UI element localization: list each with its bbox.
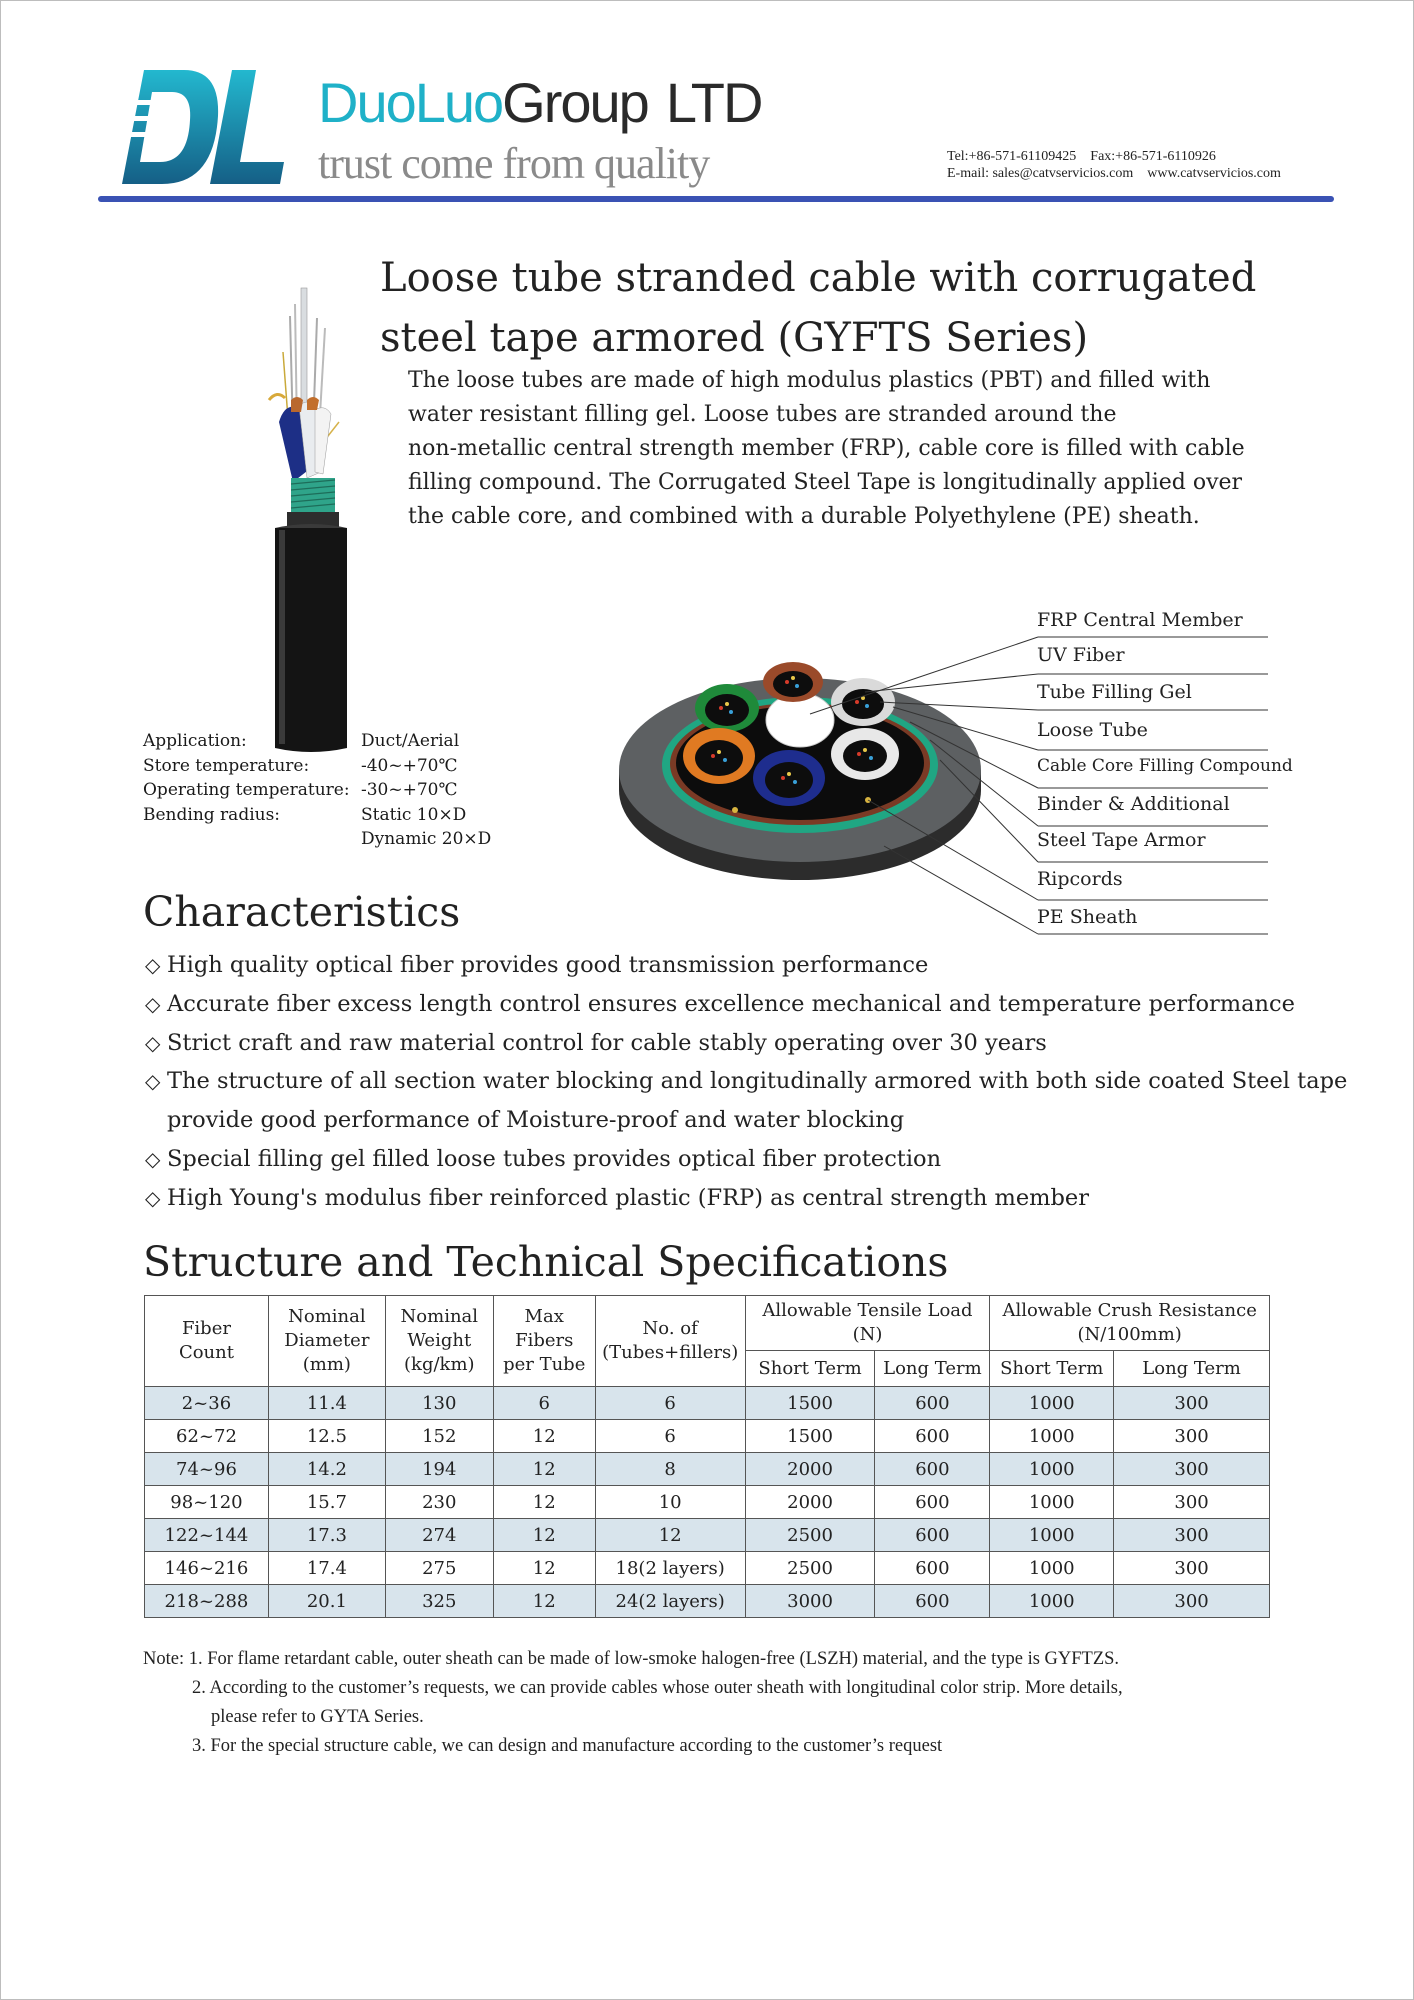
cell-tensile-long: 600 <box>875 1387 990 1420</box>
header-nominal-weight: Nominal Weight (kg/km) <box>385 1296 493 1387</box>
cable-cross-section <box>615 650 985 900</box>
company-logo <box>122 64 290 190</box>
cell-tubes: 6 <box>595 1387 745 1420</box>
label-pe-sheath: PE Sheath <box>1037 906 1138 928</box>
list-item-text: Strict craft and raw material control for cable stably operating over 30 years <box>167 1029 1047 1056</box>
cell-tubes: 12 <box>595 1519 745 1552</box>
label-ripcords: Ripcords <box>1037 868 1123 890</box>
cell-tensile-short: 2000 <box>745 1486 875 1519</box>
list-item <box>145 1179 1385 1218</box>
cell-tubes: 8 <box>595 1453 745 1486</box>
fax-number: Fax:+86-571-6110926 <box>1090 149 1216 164</box>
cell-max-fibers: 12 <box>493 1552 595 1585</box>
cell-weight: 194 <box>385 1453 493 1486</box>
diamond-bullet-icon: ◇ <box>145 1030 161 1055</box>
spec-label: Operating temperature: <box>143 780 350 800</box>
cell-tensile-long: 600 <box>875 1585 990 1618</box>
header-tensile-load: Allowable Tensile Load (N) <box>745 1296 990 1351</box>
loose-tube-blue <box>753 750 825 806</box>
cell-tensile-short: 2500 <box>745 1552 875 1585</box>
loose-tube-white-right <box>831 678 895 726</box>
table-row <box>145 1420 1270 1453</box>
phone-number: Tel:+86-571-61109425 <box>947 149 1077 164</box>
cell-weight: 274 <box>385 1519 493 1552</box>
label-cable-core-filling-compound: Cable Core Filling Compound <box>1037 756 1293 776</box>
loose-tube-brown <box>763 662 823 702</box>
characteristics-heading: Characteristics <box>143 888 461 936</box>
list-item <box>145 946 1385 985</box>
cell-tensile-short: 1500 <box>745 1420 875 1453</box>
cell-tensile-short: 2500 <box>745 1519 875 1552</box>
label-tube-filling-gel: Tube Filling Gel <box>1037 681 1192 703</box>
list-item-text: provide good performance of Moisture-proof and water blocking <box>167 1107 905 1134</box>
diamond-bullet-icon: ◇ <box>145 953 161 977</box>
list-item-continuation <box>145 1101 1385 1140</box>
note-1: Note: 1. For flame retardant cable, outer sheath can be made of low-smoke halogen-free (LSZH) material, and the type is GYFTZS. <box>143 1649 1120 1669</box>
label-binder-additional: Binder & Additional <box>1037 793 1230 815</box>
table-row <box>145 1387 1270 1420</box>
spec-label: Bending radius: <box>143 804 281 825</box>
table-row <box>145 1552 1270 1585</box>
cell-crush-short: 1000 <box>990 1387 1114 1420</box>
specifications-heading: Structure and Technical Specifications <box>143 1238 949 1286</box>
cell-fiber-count: 62~72 <box>145 1420 269 1453</box>
label-loose-tube: Loose Tube <box>1037 719 1148 741</box>
cell-fiber-count: 218~288 <box>145 1585 269 1618</box>
table-row <box>145 1453 1270 1486</box>
cell-crush-short: 1000 <box>990 1519 1114 1552</box>
spec-value: Static 10×D <box>361 804 467 825</box>
cell-tensile-long: 600 <box>875 1519 990 1552</box>
title-line-2: steel tape armored (GYFTS Series) <box>380 315 1089 361</box>
list-item <box>145 1024 1385 1063</box>
cell-weight: 230 <box>385 1486 493 1519</box>
label-steel-tape-armor: Steel Tape Armor <box>1037 829 1206 851</box>
list-item-text: High Young's modulus fiber reinforced plastic (FRP) as central strength member <box>167 1184 1089 1211</box>
note-3: 3. For the special structure cable, we can design and manufacture according to the customer’s request <box>192 1736 943 1756</box>
cell-crush-long: 300 <box>1114 1486 1270 1519</box>
diamond-bullet-icon: ◇ <box>145 1069 161 1094</box>
cell-tensile-short: 2000 <box>745 1453 875 1486</box>
cell-crush-short: 1000 <box>990 1585 1114 1618</box>
cell-fiber-count: 122~144 <box>145 1519 269 1552</box>
cell-diameter: 17.4 <box>268 1552 385 1585</box>
cell-max-fibers: 12 <box>493 1453 595 1486</box>
cell-fiber-count: 98~120 <box>145 1486 269 1519</box>
cell-crush-short: 1000 <box>990 1420 1114 1453</box>
table-row <box>145 1486 1270 1519</box>
cell-tensile-long: 600 <box>875 1486 990 1519</box>
header-divider <box>98 196 1334 202</box>
spec-label: Store temperature: <box>143 755 310 776</box>
header-fiber-count: Fiber Count <box>145 1296 269 1387</box>
intro-line: the cable core, and combined with a durable Polyethylene (PE) sheath. <box>408 504 1200 529</box>
cable-illustration <box>255 282 365 752</box>
cell-crush-long: 300 <box>1114 1519 1270 1552</box>
cell-crush-short: 1000 <box>990 1552 1114 1585</box>
cell-diameter: 15.7 <box>268 1486 385 1519</box>
list-item-text: High quality optical fiber provides good transmission performance <box>167 952 929 978</box>
product-description <box>408 364 1338 534</box>
company-name <box>318 70 761 135</box>
spec-value: Duct/Aerial <box>361 731 460 751</box>
spec-label <box>143 827 361 852</box>
spec-value: -30~+70℃ <box>361 780 458 800</box>
list-item-text: The structure of all section water blocking and longitudinally armored with both side coated Steel tape <box>167 1068 1348 1095</box>
cell-tensile-long: 600 <box>875 1453 990 1486</box>
diamond-bullet-icon: ◇ <box>145 1146 161 1171</box>
cell-tubes: 6 <box>595 1420 745 1453</box>
application-specs <box>143 729 491 852</box>
cell-tubes: 24(2 layers) <box>595 1585 745 1618</box>
cell-weight: 152 <box>385 1420 493 1453</box>
product-title <box>380 248 1340 368</box>
intro-line: The loose tubes are made of high modulus plastics (PBT) and filled with <box>408 368 1211 393</box>
note-2-continued: please refer to GYTA Series. <box>211 1707 424 1727</box>
cell-weight: 275 <box>385 1552 493 1585</box>
table-row <box>145 1519 1270 1552</box>
cell-fiber-count: 146~216 <box>145 1552 269 1585</box>
cell-crush-long: 300 <box>1114 1453 1270 1486</box>
cell-crush-long: 300 <box>1114 1420 1270 1453</box>
cell-tubes: 18(2 layers) <box>595 1552 745 1585</box>
cell-diameter: 12.5 <box>268 1420 385 1453</box>
header-tensile-long-term: Long Term <box>875 1351 990 1387</box>
tagline: trust come from quality <box>318 139 710 188</box>
loose-tube-orange <box>683 728 755 784</box>
header-tubes: No. of (Tubes+fillers) <box>595 1296 745 1387</box>
specifications-table <box>144 1295 1270 1618</box>
brand-part-1: DuoLuo <box>318 71 503 134</box>
header-crush-long-term: Long Term <box>1114 1351 1270 1387</box>
brand-part-2: Group <box>502 71 648 134</box>
intro-line: non-metallic central strength member (FRP), cable core is filled with cable <box>408 436 1245 461</box>
notes-section <box>143 1645 1293 1761</box>
loose-tube-green <box>695 684 759 732</box>
diamond-bullet-icon: ◇ <box>145 1185 161 1210</box>
contact-info <box>947 148 1295 182</box>
table-row <box>145 1585 1270 1618</box>
cell-max-fibers: 12 <box>493 1519 595 1552</box>
diamond-bullet-icon: ◇ <box>145 991 161 1016</box>
brand-part-3: LTD <box>665 71 762 134</box>
spec-value: -40~+70℃ <box>361 755 458 776</box>
cell-tensile-short: 1500 <box>745 1387 875 1420</box>
cell-max-fibers: 12 <box>493 1420 595 1453</box>
header-max-fibers: Max Fibers per Tube <box>493 1296 595 1387</box>
cell-crush-long: 300 <box>1114 1552 1270 1585</box>
title-line-1: Loose tube stranded cable with corrugated <box>380 255 1257 301</box>
cell-diameter: 14.2 <box>268 1453 385 1486</box>
cell-diameter: 11.4 <box>268 1387 385 1420</box>
cell-max-fibers: 12 <box>493 1486 595 1519</box>
cell-tubes: 10 <box>595 1486 745 1519</box>
loose-tube-white-lower <box>831 728 899 780</box>
list-item <box>145 985 1385 1024</box>
website-url: www.catvservicios.com <box>1147 166 1281 181</box>
header-nominal-diameter: Nominal Diameter (mm) <box>268 1296 385 1387</box>
list-item-text: Accurate fiber excess length control ensures excellence mechanical and temperature performance <box>167 990 1295 1017</box>
cell-tensile-long: 600 <box>875 1552 990 1585</box>
cell-weight: 325 <box>385 1585 493 1618</box>
cell-crush-short: 1000 <box>990 1486 1114 1519</box>
cell-diameter: 20.1 <box>268 1585 385 1618</box>
header-crush-short-term: Short Term <box>990 1351 1114 1387</box>
spec-value: Dynamic 20×D <box>361 829 492 849</box>
cell-weight: 130 <box>385 1387 493 1420</box>
cell-diameter: 17.3 <box>268 1519 385 1552</box>
label-uv-fiber: UV Fiber <box>1037 644 1125 666</box>
cell-fiber-count: 74~96 <box>145 1453 269 1486</box>
intro-line: filling compound. The Corrugated Steel Tape is longitudinally applied over <box>408 470 1243 495</box>
spec-label: Application: <box>143 731 247 751</box>
cell-crush-short: 1000 <box>990 1453 1114 1486</box>
email-address: E-mail: sales@catvservicios.com <box>947 166 1134 181</box>
note-2: 2. According to the customer’s requests, we can provide cables whose outer sheath with longitudinal color strip. More details, <box>192 1678 1123 1698</box>
cell-crush-long: 300 <box>1114 1585 1270 1618</box>
header-tensile-short-term: Short Term <box>745 1351 875 1387</box>
header-crush-resistance: Allowable Crush Resistance (N/100mm) <box>990 1296 1270 1351</box>
label-frp-central-member: FRP Central Member <box>1037 609 1243 631</box>
cell-crush-long: 300 <box>1114 1387 1270 1420</box>
list-item-text: Special filling gel filled loose tubes provides optical fiber protection <box>167 1145 942 1172</box>
cell-max-fibers: 12 <box>493 1585 595 1618</box>
cell-tensile-short: 3000 <box>745 1585 875 1618</box>
list-item <box>145 1140 1385 1179</box>
list-item <box>145 1062 1385 1101</box>
intro-line: water resistant filling gel. Loose tubes are stranded around the <box>408 402 1117 427</box>
cell-fiber-count: 2~36 <box>145 1387 269 1420</box>
cell-max-fibers: 6 <box>493 1387 595 1420</box>
characteristics-list <box>145 946 1385 1218</box>
cell-tensile-long: 600 <box>875 1420 990 1453</box>
